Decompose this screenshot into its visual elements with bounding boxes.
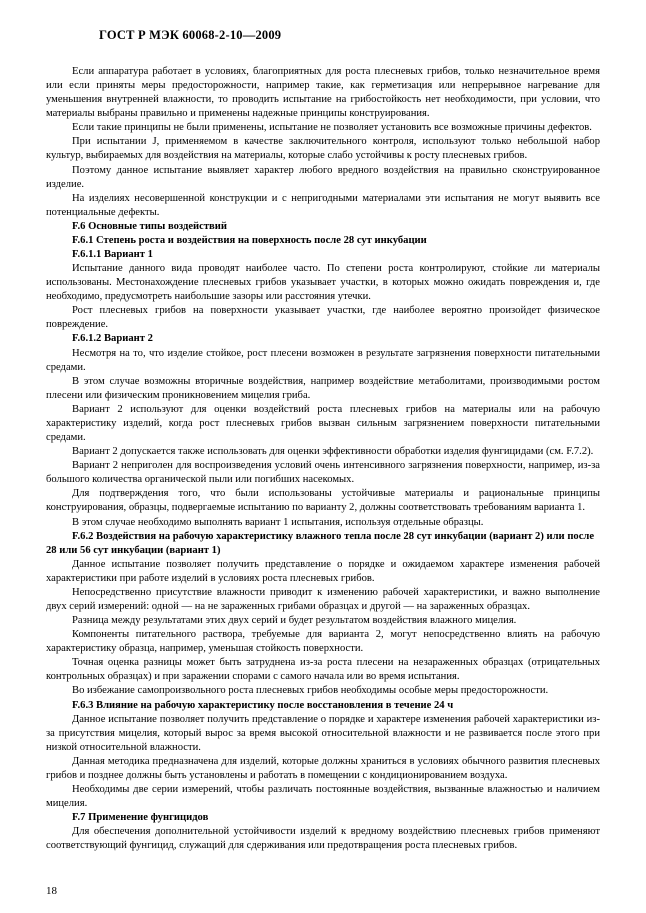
section-heading: F.6.2 Воздействия на рабочую характеристику влажного тепла после 28 сут инкубации (вариант 2) или после 28 или 56 сут инкубации (вариант 1) xyxy=(46,530,595,556)
body-paragraph: Вариант 2 допускается также использовать для оценки эффективности обработки изделия фунгицидами (см. F.7.2). xyxy=(72,446,594,458)
document-body xyxy=(46,65,600,853)
body-paragraph: Данное испытание позволяет получить представление о порядке и характере изменения рабочей характеристики из-за присутствия мицелия, который вырос за время высокой относительной влажности и не развивается после этого при низкой относительной влажности. xyxy=(46,713,600,753)
body-paragraph: Если аппаратура работает в условиях, благоприятных для роста плесневых грибов, только незначительное время или если приняты меры предосторожности, например такие, как герметизация или непрерывное нагревание для уменьшения внутренней влажности, то проводить испытание на грибостойкость нет необходимости, при условии, что материалы выбраны правильно и применены надежные принципы конструирования. xyxy=(46,66,600,120)
section-heading: F.6.1.2 Вариант 2 xyxy=(72,333,153,345)
body-paragraph: Для обеспечения дополнительной устойчивости изделий к вредному воздействию плесневых грибов применяют соответствующий фунгицид, служащий для сдерживания или предотвращения роста плесневых грибов. xyxy=(46,826,600,852)
body-paragraph: Несмотря на то, что изделие стойкое, рост плесени возможен в результате загрязнения поверхности питательными средами. xyxy=(46,347,600,373)
section-heading: F.7 Применение фунгицидов xyxy=(72,812,209,824)
body-paragraph: На изделиях несовершенной конструкции и с непригодными материалами эти испытания не могут выявить все потенциальные дефекты. xyxy=(46,192,600,218)
section-heading: F.6 Основные типы воздействий xyxy=(72,220,227,232)
body-paragraph: Поэтому данное испытание выявляет характер любого вредного воздействия на правильно сконструированное изделие. xyxy=(46,164,600,190)
page-number: 18 xyxy=(46,885,57,897)
section-heading: F.6.1.1 Вариант 1 xyxy=(72,249,153,261)
body-paragraph: Для подтверждения того, что были использованы устойчивые материалы и рациональные принципы конструирования, образцы, подвергаемые испытанию по варианту 2, должны соответствовать требованиям варианта 1. xyxy=(46,488,600,514)
body-paragraph: В этом случае возможны вторичные воздействия, например воздействие метаболитами, производимыми ростом плесени или физическим проникновением мицелия гриба. xyxy=(46,375,600,401)
body-paragraph: Разница между результатами этих двух серий и будет результатом воздействия влажного мицелия. xyxy=(72,615,517,627)
body-paragraph: Испытание данного вида проводят наиболее часто. По степени роста контролируют, стойкие ли материалы использованы. Местонахождение плесневых грибов указывает участки, в которых можно ожидать повреждения и, где необходимо, предусмотреть наибольшие зазоры или расстояния утечки. xyxy=(46,263,600,303)
body-paragraph: Вариант 2 неприголен для воспроизведения условий очень интенсивного загрязнения поверхности, например, из-за большого количества органической пыли или погибших насекомых. xyxy=(46,460,600,486)
body-paragraph: Если такие принципы не были применены, испытание не позволяет установить все возможные причины дефектов. xyxy=(72,122,592,134)
body-paragraph: Во избежание самопроизвольного роста плесневых грибов необходимы особые меры предосторожности. xyxy=(72,685,549,697)
section-heading: F.6.1 Степень роста и воздействия на поверхность после 28 сут инкубации xyxy=(72,234,427,246)
body-paragraph: Непосредственно присутствие влажности приводит к изменению рабочей характеристики, и важно выполнение двух серий измерений: одной — на не зараженных грибами образцах и другой — на зараженных образцах. xyxy=(46,586,600,612)
section-heading: F.6.3 Влияние на рабочую характеристику после восстановления в течение 24 ч xyxy=(72,699,454,711)
body-paragraph: Данное испытание позволяет получить представление о порядке и ожидаемом характере изменения рабочей характеристики при работе изделий в условиях роста плесневых грибов. xyxy=(46,558,600,584)
body-paragraph: При испытании J, применяемом в качестве заключительного контроля, используют только небольшой набор культур, выбираемых для воздействия на материалы, которые слабо устойчивы к росту плесневых грибов. xyxy=(46,136,600,162)
body-paragraph: Рост плесневых грибов на поверхности указывает участки, где наиболее вероятно произойдет физическое повреждение. xyxy=(46,305,600,331)
body-paragraph: Данная методика предназначена для изделий, которые должны храниться в условиях обычного развития плесневых грибов и позднее должны быть установлены и работать в помещении с кондиционированием воздуха. xyxy=(46,755,600,781)
body-paragraph: Вариант 2 используют для оценки воздействий роста плесневых грибов на материалы или на рабочую характеристику изделий, когда рост плесневых грибов вызван сильным загрязнением поверхности питательными средами. xyxy=(46,403,600,444)
body-paragraph: Точная оценка разницы может быть затруднена из-за роста плесени на незараженных образцах (отрицательных контрольных образцах) и при заражении спорами с самого начала или во время испытания. xyxy=(46,657,600,683)
body-paragraph: Необходимы две серии измерений, чтобы различать постоянные воздействия, вызванные влажностью и наличием мицелия. xyxy=(46,783,600,810)
body-paragraph: В этом случае необходимо выполнять вариант 1 испытания, используя отдельные образцы. xyxy=(72,516,484,528)
body-paragraph: Компоненты питательного раствора, требуемые для варианта 2, могут непосредственно влиять на рабочую характеристику образца, например, уменьшая стойкость поверхности. xyxy=(46,629,600,655)
page-title: ГОСТ Р МЭК 60068-2-10—2009 xyxy=(99,28,282,42)
